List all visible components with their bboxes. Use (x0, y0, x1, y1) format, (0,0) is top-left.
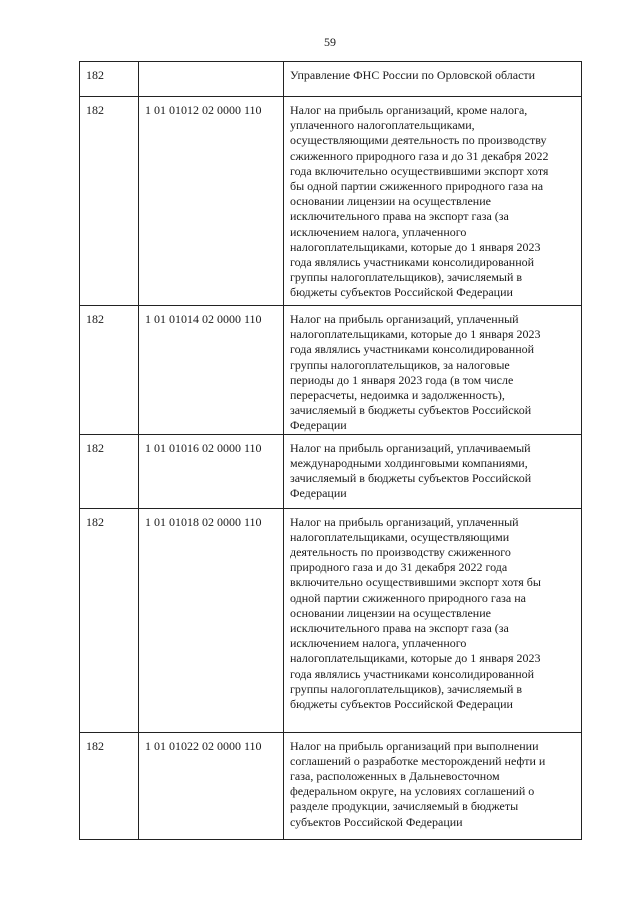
admin-code-cell: 182 (80, 306, 139, 435)
table-row (80, 434, 582, 508)
page-number: 59 (324, 35, 336, 49)
table-row (80, 62, 582, 97)
description-cell: Налог на прибыль организаций, уплаченный налогоплательщиками, которые до 1 января 2023 года являлись участниками консолидированной группы налогоплательщиков, за налоговые периоды до 1 января 2023 года (в том числе перерасчеты, недоимка и задолженность), зачисляемый в бюджеты субъектов Российской Федерации (284, 306, 582, 435)
admin-code-cell: 182 (80, 732, 139, 839)
table-row (80, 306, 582, 435)
description-cell: Налог на прибыль организаций, кроме налога, уплаченного налогоплательщиками, осуществляющими деятельность по производству сжиженного природного газа и до 31 декабря 2022 года включительно осуществившими экспорт хотя бы одной партии сжиженного природного газа на основании лицензии на осуществление исключительного права на экспорт газа (за исключением налога, уплаченного налогоплательщиками, которые до 1 января 2023 года являлись участниками консолидированной группы налогоплательщиков), зачисляемый в бюджеты субъектов Российской Федерации (284, 97, 582, 306)
description-cell: Управление ФНС России по Орловской области (284, 62, 582, 97)
kbk-cell: 1 01 01016 02 0000 110 (139, 434, 284, 508)
kbk-cell: 1 01 01022 02 0000 110 (139, 732, 284, 839)
budget-classification-table (79, 61, 582, 840)
table-row (80, 97, 582, 306)
kbk-cell: 1 01 01018 02 0000 110 (139, 508, 284, 732)
admin-code-cell: 182 (80, 97, 139, 306)
kbk-cell (139, 62, 284, 97)
admin-code-cell: 182 (80, 434, 139, 508)
admin-code-cell: 182 (80, 62, 139, 97)
table-row (80, 732, 582, 839)
description-cell: Налог на прибыль организаций при выполнении соглашений о разработке месторождений нефти и газа, расположенных в Дальневосточном федеральном округе, на условиях соглашений о разделе продукции, зачисляемый в бюджеты субъектов Российской Федерации (284, 732, 582, 839)
table-row (80, 508, 582, 732)
admin-code-cell: 182 (80, 508, 139, 732)
kbk-cell: 1 01 01014 02 0000 110 (139, 306, 284, 435)
description-cell: Налог на прибыль организаций, уплачиваемый международными холдинговыми компаниями, зачисляемый в бюджеты субъектов Российской Федерации (284, 434, 582, 508)
description-cell: Налог на прибыль организаций, уплаченный налогоплательщиками, осуществляющими деятельность по производству сжиженного природного газа и до 31 декабря 2022 года включительно осуществившими экспорт хотя бы одной партии сжиженного природного газа на основании лицензии на осуществление исключительного права на экспорт газа (за исключением налога, уплаченного налогоплательщиками, которые до 1 января 2023 года являлись участниками консолидированной группы налогоплательщиков), зачисляемый в бюджеты субъектов Российской Федерации (284, 508, 582, 732)
kbk-cell: 1 01 01012 02 0000 110 (139, 97, 284, 306)
